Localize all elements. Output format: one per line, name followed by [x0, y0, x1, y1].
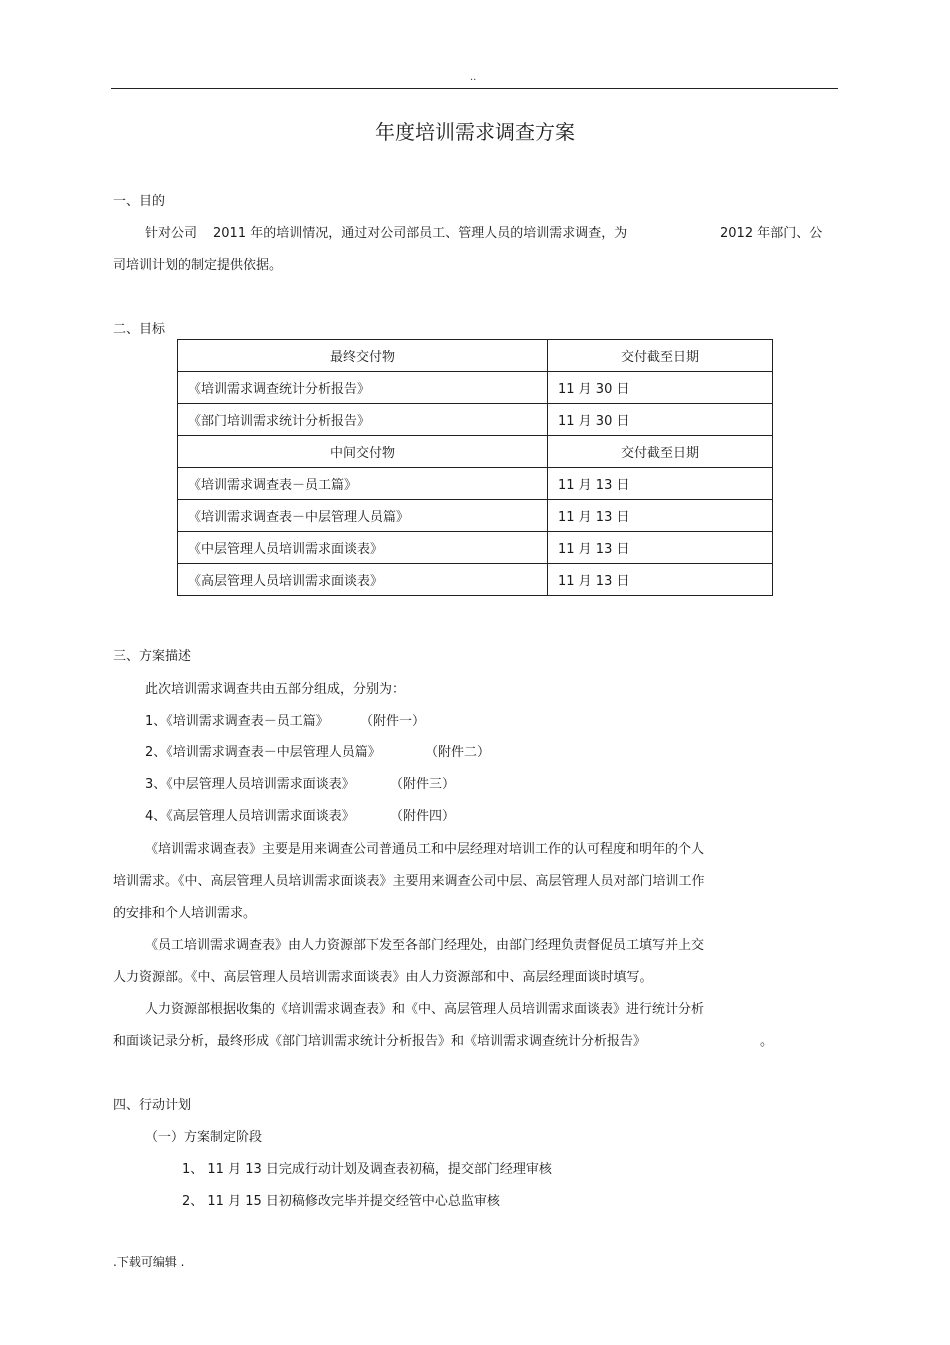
- table-row: [178, 404, 773, 436]
- list-item: 3、《中层管理人员培训需求面谈表》: [145, 777, 355, 792]
- paragraph-line: 《培训需求调查表》主要是用来调查公司普通员工和中层经理对培训工作的认可程度和明年的个人: [145, 842, 705, 857]
- list-item: 2、 11 月 15 日初稿修改完毕并提交经管中心总监审核: [182, 1194, 500, 1209]
- section1-text-line2: 司培训计划的制定提供依据。: [113, 258, 283, 273]
- table-cell: 11 月 30 日: [548, 372, 773, 404]
- table-header-row: [178, 436, 773, 468]
- page-footer: .下载可编辑 .: [113, 1255, 185, 1269]
- table-cell: 《培训需求调查统计分析报告》: [178, 372, 548, 404]
- section1-text-b: 2011 年的培训情况，通过对公司部员工、管理人员的培训需求调查，为: [213, 226, 628, 241]
- section4-heading: 四、行动计划: [113, 1098, 192, 1113]
- list-item: 1、 11 月 13 日完成行动计划及调查表初稿，提交部门经理审核: [182, 1162, 552, 1177]
- table-row: [178, 372, 773, 404]
- section1-text-c: 2012 年部门、公: [720, 226, 823, 241]
- paragraph-line: 《员工培训需求调查表》由人力资源部下发至各部门经理处，由部门经理负责督促员工填写并上交: [145, 938, 705, 953]
- table-cell: 《部门培训需求统计分析报告》: [178, 404, 548, 436]
- table-cell: 《培训需求调查表－中层管理人员篇》: [178, 500, 548, 532]
- paragraph-line: 培训需求。《中、高层管理人员培训需求面谈表》主要用来调查公司中层、高层管理人员对部门培训工作: [113, 874, 705, 889]
- table-cell: 11 月 13 日: [548, 532, 773, 564]
- section1-heading: 一、目的: [113, 194, 166, 209]
- list-item: 1、《培训需求调查表－员工篇》: [145, 714, 329, 729]
- list-item-note: （附件四）: [390, 809, 456, 824]
- table-row: [178, 532, 773, 564]
- table-cell: 交付截至日期: [548, 436, 773, 468]
- paragraph-end-mark: 。: [760, 1034, 774, 1049]
- section2-heading: 二、目标: [113, 322, 166, 337]
- table-header-row: [178, 340, 773, 372]
- table-cell: 11 月 30 日: [548, 404, 773, 436]
- table-cell: 11 月 13 日: [548, 468, 773, 500]
- page-title: 年度培训需求调查方案: [375, 120, 575, 144]
- paragraph-line: 的安排和个人培训需求。: [113, 906, 257, 921]
- table-row: [178, 500, 773, 532]
- table-cell: 《中层管理人员培训需求面谈表》: [178, 532, 548, 564]
- list-item-note: （附件二）: [425, 745, 491, 760]
- paragraph-line: 和面谈记录分析，最终形成《部门培训需求统计分析报告》和《培训需求调查统计分析报告》: [113, 1034, 647, 1049]
- table-cell: 交付截至日期: [548, 340, 773, 372]
- section4-subheading: （一）方案制定阶段: [145, 1130, 263, 1145]
- table-cell: 11 月 13 日: [548, 500, 773, 532]
- list-item-note: （附件一）: [360, 714, 426, 729]
- table-row: [178, 564, 773, 596]
- paragraph-line: 人力资源部根据收集的《培训需求调查表》和《中、高层管理人员培训需求面谈表》进行统计分析: [145, 1002, 705, 1017]
- table-cell: 11 月 13 日: [548, 564, 773, 596]
- table-row: [178, 468, 773, 500]
- table-cell: 最终交付物: [178, 340, 548, 372]
- list-item: 2、《培训需求调查表－中层管理人员篇》: [145, 745, 381, 760]
- list-item: 4、《高层管理人员培训需求面谈表》: [145, 809, 355, 824]
- table-cell: 《培训需求调查表－员工篇》: [178, 468, 548, 500]
- table-cell: 《高层管理人员培训需求面谈表》: [178, 564, 548, 596]
- paragraph-line: 人力资源部。《中、高层管理人员培训需求面谈表》由人力资源部和中、高层经理面谈时填写。: [113, 970, 653, 985]
- section3-intro: 此次培训需求调查共由五部分组成，分别为：: [145, 682, 406, 697]
- section3-heading: 三、方案描述: [113, 649, 192, 664]
- deliverables-table: [177, 339, 773, 596]
- header-rule: [111, 88, 838, 89]
- table-cell: 中间交付物: [178, 436, 548, 468]
- list-item-note: （附件三）: [390, 777, 456, 792]
- section1-text-a: 针对公司: [145, 226, 198, 241]
- header-mark: ..: [470, 72, 477, 83]
